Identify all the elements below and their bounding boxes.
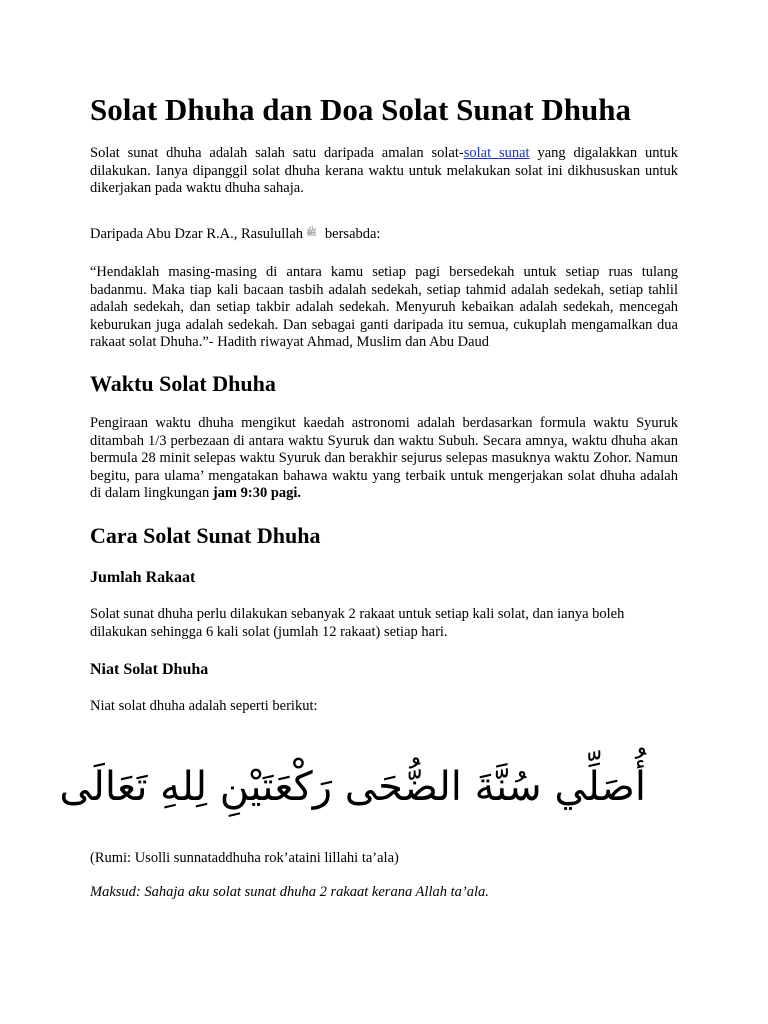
- jumlah-rakaat-heading: Jumlah Rakaat: [90, 569, 196, 586]
- waktu-best-time: jam 9:30 pagi.: [212, 485, 302, 501]
- intro-text-end: yang digalakkan untuk dilakukan. Ianya dipanggil solat dhuha kerana waktu untuk melakukan solat ini dikhususkan untuk dikerjakan pada waktu dhuha sahaja.: [90, 145, 678, 196]
- jumlah-rakaat-paragraph: Solat sunat dhuha perlu dilakukan sebanyak 2 rakaat untuk setiap kali solat, dan ianya boleh dilakukan sehingga 6 kali solat (jumlah 12 rakaat) setiap hari.: [90, 606, 625, 640]
- solat-sunat-link[interactable]: solat sunat: [463, 145, 530, 161]
- waktu-heading: Waktu Solat Dhuha: [90, 371, 276, 396]
- niat-heading: Niat Solat Dhuha: [90, 661, 209, 678]
- hadith-intro-said: bersabda:: [324, 226, 381, 242]
- maksud-translation: Maksud: Sahaja aku solat sunat dhuha 2 rakaat kerana Allah ta’ala.: [90, 884, 489, 900]
- saw-symbol: ﷺ: [306, 228, 317, 238]
- niat-intro: Niat solat dhuha adalah seperti berikut:: [90, 698, 318, 714]
- intro-paragraph: [90, 145, 678, 198]
- waktu-paragraph: [90, 415, 678, 503]
- page-title: Solat Dhuha dan Doa Solat Sunat Dhuha: [90, 92, 631, 127]
- niat-arabic-text: أُصَلِّي سُنَّةَ الضُّحَى رَكْعَتَيْنِ لِلهِ تَعَالَى: [59, 764, 646, 810]
- hadith-quote: “Hendaklah masing-masing di antara kamu setiap pagi bersedekah untuk setiap ruas tulang badanmu. Maka tiap kali bacaan tasbih adalah sedekah, setiap tahmid adalah sedekah, setiap tahlil adalah sedekah, dan setiap takbir adalah sedekah. Menyuruh kebaikan adalah sedekah, mencegah keburukan juga adalah sedekah. Dan sebagai ganti daripada itu semua, cukuplah mengamalkan dua rakaat solat Dhuha.”- Hadith riwayat Ahmad, Muslim dan Abu Daud: [90, 264, 678, 350]
- waktu-text: Pengiraan waktu dhuha mengikut kaedah astronomi adalah berdasarkan formula waktu Syuruk ditambah 1/3 perbezaan di antara waktu Syuruk dan waktu Subuh. Secara amnya, waktu dhuha akan bermula 28 minit selepas waktu Syuruk dan berakhir sejurus selepas masuknya waktu Zohor. Namun begitu, para ulama’ mengatakan bahawa waktu yang terbaik untuk mengerjakan solat dhuha adalah di dalam lingkungan: [90, 415, 678, 501]
- hadith-intro-text: Daripada Abu Dzar R.A., Rasulullah: [90, 226, 304, 242]
- cara-heading: Cara Solat Sunat Dhuha: [90, 523, 321, 548]
- hadith-intro: [90, 225, 678, 244]
- rumi-transliteration: (Rumi: Usolli sunnataddhuha rok’ataini lillahi ta’ala): [90, 850, 399, 866]
- intro-text-start: Solat sunat dhuha adalah salah satu daripada amalan solat-: [90, 145, 464, 161]
